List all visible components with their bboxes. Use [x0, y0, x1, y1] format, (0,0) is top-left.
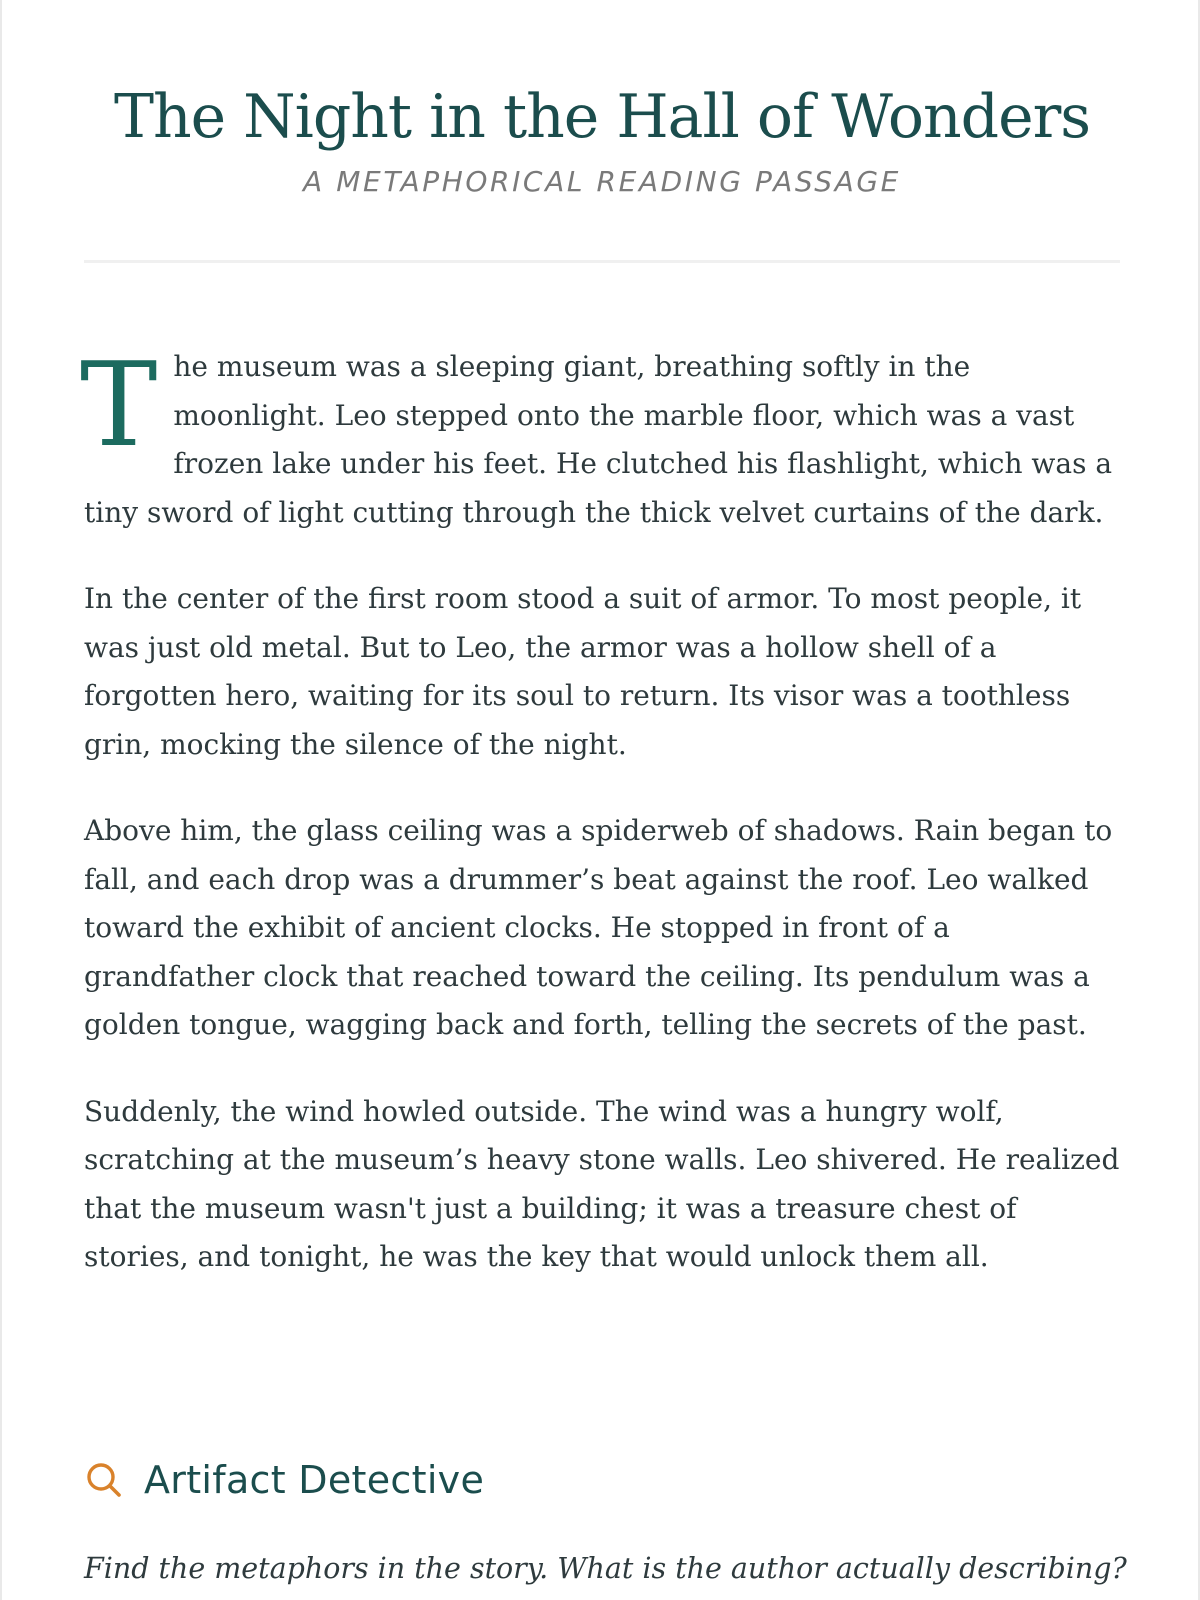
activity-title: Artifact Detective	[144, 1458, 485, 1502]
activity-instructions: Find the metaphors in the story. What is the author actually describing?	[84, 1552, 1127, 1585]
search-icon	[84, 1460, 124, 1500]
story-paragraph	[80, 338, 1120, 537]
story-paragraph: In the center of the first room stood a suit of armor. To most people, it was just old metal. But to Leo, the armor was a hollow shell of a forgotten hero, waiting for its soul to return. Its visor was a toothless grin, mocking the silence of the night.	[84, 582, 1082, 761]
page-title: The Night in the Hall of Wonders	[113, 82, 1091, 152]
story-paragraph: Suddenly, the wind howled outside. The wind was a hungry wolf, scratching at the museum’s heavy stone walls. Leo shivered. He realized that the museum wasn't just a building; it was a treasure chest of stories, and tonight, he was the key that would unlock them all.	[84, 1094, 1120, 1273]
story-paragraph: Above him, the glass ceiling was a spiderweb of shadows. Rain began to fall, and each drop was a drummer’s beat against the roof. Leo walked toward the exhibit of ancient clocks. He stopped in front of a grandfather clock that reached toward the ceiling. Its pendulum was a golden tongue, wagging back and forth, telling the secrets of the past.	[84, 814, 1113, 1041]
page-subtitle: A METAPHORICAL READING PASSAGE	[303, 165, 901, 198]
drop-cap: T	[80, 338, 158, 473]
activity-heading	[84, 1452, 484, 1508]
story-body	[80, 338, 1120, 1320]
story-paragraph-text: he museum was a sleeping giant, breathing softly in the moonlight. Leo stepped onto the marble floor, which was a vast frozen lake under his feet. He clutched his flashlight, which was a tiny sword of light cutting through the thick velvet curtains of the dark.	[84, 350, 1113, 529]
header-divider	[84, 260, 1120, 263]
